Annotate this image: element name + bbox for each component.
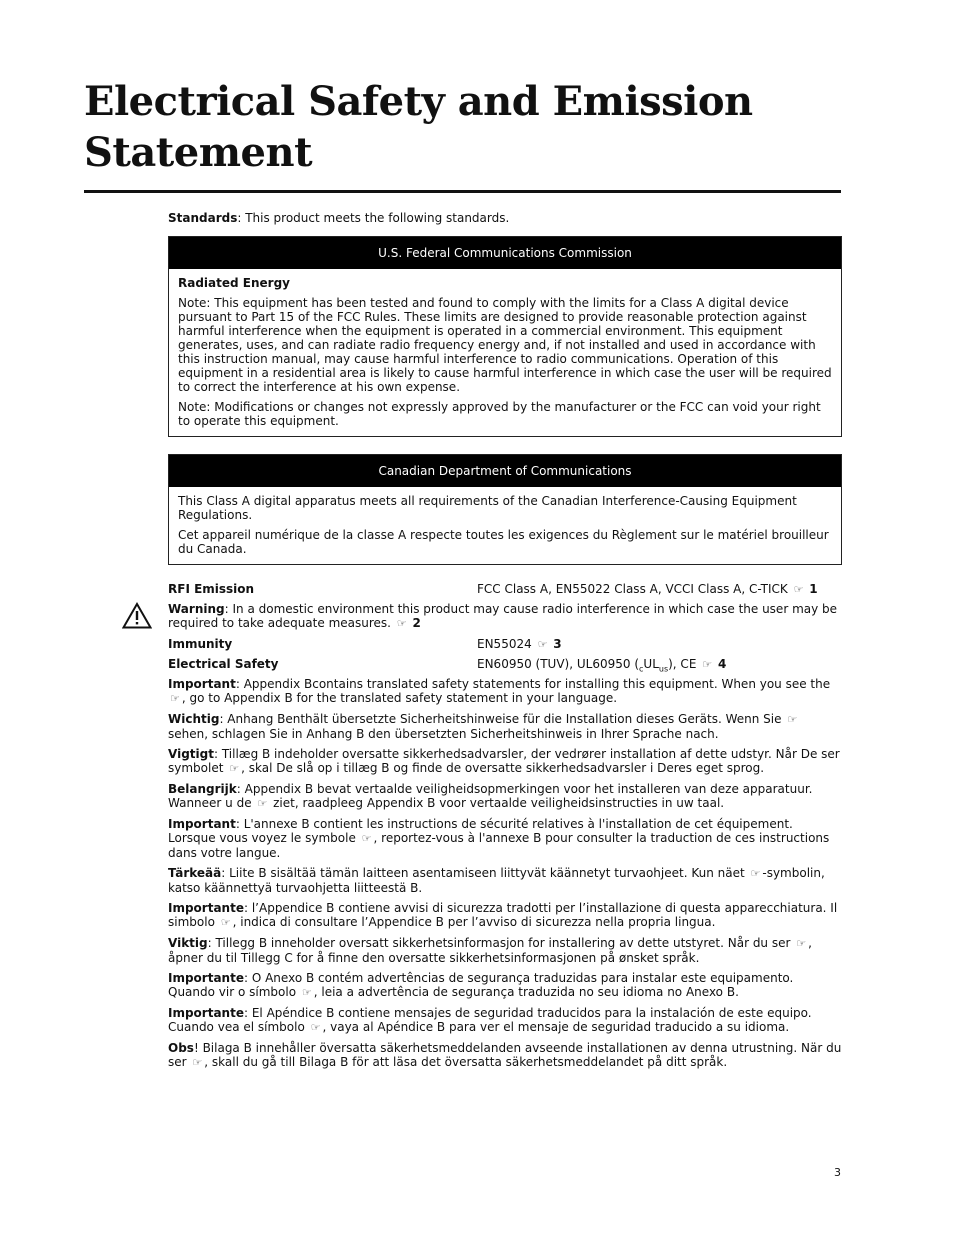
pointing-hand-icon: ☞ <box>796 937 807 950</box>
pointing-hand-icon: ☞ <box>257 797 268 810</box>
pointing-hand-icon: ☞ <box>787 713 798 726</box>
rfi-emission-value <box>477 582 842 602</box>
fcc-subhead: Radiated Energy <box>178 276 290 290</box>
language-notice-text-end: , leia a advertência de segurança traduzida no seu idioma no Anexo B. <box>313 985 739 999</box>
electrical-safety-label: Electrical Safety <box>168 657 279 671</box>
fcc-box-header: U.S. Federal Communications Commission <box>169 237 841 269</box>
warning-row <box>168 602 842 631</box>
language-notice-label: Important <box>168 677 236 691</box>
page-title-line-1: Electrical Safety and Emission <box>84 78 753 125</box>
language-notice-text: : l’Appendice B contiene avvisi di sicurezza tradotti per l’installazione di questa apparecchiatura. Il simbolo <box>168 901 838 929</box>
language-notice-label: Obs <box>168 1041 194 1055</box>
fcc-box <box>168 236 842 437</box>
standards-label: Standards <box>168 211 238 225</box>
warning-label: Warning <box>168 602 225 616</box>
language-notice-text-end: , vaya al Apéndice B para ver el mensaje de seguridad traducido a su idioma. <box>322 1020 790 1034</box>
main-content <box>168 211 842 1076</box>
pointing-hand-icon: ☞ <box>537 638 548 651</box>
language-notice <box>168 747 842 776</box>
pointing-hand-icon: ☞ <box>396 617 407 630</box>
language-notice <box>168 1041 842 1070</box>
language-notice-label: Importante <box>168 971 244 985</box>
immunity-row <box>168 637 842 657</box>
fcc-note-2: Note: Modifications or changes not expressly approved by the manufacturer or the FCC can void your right to operate this equipment. <box>178 400 821 428</box>
language-notice-text: ! Bilaga B innehåller översatta säkerhetsmeddelanden avseende installationen av denna utrustning. När du ser <box>168 1041 842 1069</box>
immunity-label: Immunity <box>168 637 233 651</box>
rfi-emission-label: RFI Emission <box>168 582 255 596</box>
page-title-line-2: Statement <box>84 129 313 176</box>
canada-para-1: This Class A digital apparatus meets all requirements of the Canadian Interference-Causing Equipment Regulations. <box>178 494 797 522</box>
pointing-hand-icon: ☞ <box>310 1021 321 1034</box>
warning-ref-number: 2 <box>412 616 421 630</box>
immunity-text: EN55024 <box>477 637 532 651</box>
pointing-hand-icon: ☞ <box>192 1056 203 1069</box>
language-notice-text-end: , åpner du til Tillegg C for å finne den oversatte sikkerhetsinformasjonen på ønsket språk. <box>168 936 812 965</box>
safety-text-b: ), CE <box>668 657 697 671</box>
rfi-emission-text: FCC Class A, EN55022 Class A, VCCI Class A, C-TICK <box>477 582 788 596</box>
language-notice <box>168 1006 842 1035</box>
safety-ref-number: 4 <box>717 657 727 671</box>
canada-box-header: Canadian Department of Communications <box>169 455 841 487</box>
language-notice-text: : Appendix B bevat vertaalde veiligheidsopmerkingen voor het installeren van deze apparatuur. Wanneer u de <box>168 782 813 810</box>
page-title <box>84 76 753 178</box>
language-notice-text: : L'annexe B contient les instructions de sécurité relatives à l'installation de cet équipement. Lorsque vous voyez le symbole <box>168 817 793 845</box>
standards-text: : This product meets the following standards. <box>237 211 510 225</box>
pointing-hand-icon: ☞ <box>361 832 372 845</box>
language-notice-label: Importante <box>168 1006 244 1020</box>
language-notice-label: Importante <box>168 901 244 915</box>
safety-sub-us: us <box>658 664 669 674</box>
language-notice-text-end: ziet, raadpleeg Appendix B voor vertaalde veiligheidsinstructies in uw taal. <box>269 796 725 810</box>
pointing-hand-icon: ☞ <box>170 692 180 705</box>
language-notice-text-end: , reportez-vous à l'annexe B pour consulter la traduction de ces instructions dans votre langue. <box>168 831 830 860</box>
page-number: 3 <box>834 1166 841 1179</box>
language-notice-label: Viktig <box>168 936 208 950</box>
electrical-safety-value <box>477 657 842 677</box>
language-notice-text-end: sehen, schlagen Sie in Anhang B den übersetzten Sicherheitshinweis in Ihrer Sprache nach. <box>168 727 719 741</box>
language-notice-text-end: , indica di consultare l’Appendice B per l’avviso di sicurezza nella propria lingua. <box>232 915 716 929</box>
language-notice <box>168 866 842 895</box>
translated-notices <box>168 677 842 1070</box>
pointing-hand-icon: ☞ <box>750 867 761 880</box>
language-notice-label: Wichtig <box>168 712 220 726</box>
canada-box-body <box>169 487 841 564</box>
warning-triangle-icon <box>122 602 152 629</box>
language-notice <box>168 936 842 965</box>
language-notice-text: : El Apéndice B contiene mensajes de seguridad traducidos para la instalación de este equipo. Cuando vea el símbolo <box>168 1006 812 1034</box>
language-notice <box>168 782 842 811</box>
pointing-hand-icon: ☞ <box>301 986 312 999</box>
immunity-value <box>477 637 842 657</box>
language-notice <box>168 712 842 741</box>
pointing-hand-icon: ☞ <box>220 916 231 929</box>
immunity-ref-number: 3 <box>553 637 562 651</box>
pointing-hand-icon: ☞ <box>229 762 240 775</box>
rfi-ref-number: 1 <box>809 582 818 596</box>
canada-box <box>168 454 842 565</box>
language-notice-label: Vigtigt <box>168 747 214 761</box>
language-notice-text: : Tillegg B inneholder oversatt sikkerhetsinformasjon for installering av dette utstyret. Når du ser <box>207 936 795 950</box>
warning-text: : In a domestic environment this product may cause radio interference in which case the user may be required to take adequate measures. <box>168 602 838 630</box>
language-notice <box>168 971 842 1000</box>
language-notice <box>168 677 842 706</box>
language-notice-label: Tärkeää <box>168 866 222 880</box>
standards-intro <box>168 211 842 225</box>
language-notice-text-end: , skal De slå op i tillæg B og finde de oversatte sikkerhedsadvarsler i Deres eget sprog. <box>241 761 765 775</box>
language-notice-text-end: , skall du gå till Bilaga B för att läsa det översatta säkerhetsmeddelandet på ditt språk. <box>204 1055 728 1069</box>
safety-sub-c: c <box>639 664 644 674</box>
language-notice-text: : Appendix Bcontains translated safety statements for installing this equipment. When you see the <box>235 677 831 691</box>
pointing-hand-icon: ☞ <box>793 583 804 596</box>
safety-ul: UL <box>643 657 659 671</box>
language-notice <box>168 901 842 930</box>
language-notice-label: Important <box>168 817 236 831</box>
title-divider <box>84 190 841 193</box>
language-notice-text: : O Anexo B contém advertências de segurança traduzidas para instalar este equipamento. Quando vir o símbolo <box>168 971 794 999</box>
fcc-note-1: Note: This equipment has been tested and found to comply with the limits for a Class A digital device pursuant to Part 15 of the FCC Rules. These limits are designed to provide reasonable protection against harmful interference when the equipment is operated in a commercial environment. This equipment generates, uses, and can radiate radio frequency energy and, if not installed and used in accordance with this instruction manual, may cause harmful interference to radio communications. Operation of this equipment in a residential area is likely to cause harmful interference in which case the user will be required to correct the interference at his own expense. <box>178 296 832 394</box>
fcc-box-body <box>169 269 841 436</box>
rfi-emission-row <box>168 582 842 602</box>
language-notice-text: : Anhang Benthält übersetzte Sicherheitshinweise für die Installation dieses Geräts. Wenn Sie <box>219 712 786 726</box>
safety-text-a: EN60950 (TUV), UL60950 ( <box>477 657 639 671</box>
language-notice-text: : Tillæg B indeholder oversatte sikkerhedsadvarsler, der vedrører installation af dette udstyr. Når De ser symbolet <box>168 747 840 775</box>
electrical-safety-row <box>168 657 842 677</box>
language-notice <box>168 817 842 860</box>
language-notice-text-end: , go to Appendix B for the translated safety statement in your language. <box>181 691 618 705</box>
language-notice-text: : Liite B sisältää tämän laitteen asentamiseen liittyvät käännetyt turvaohjeet. Kun näet <box>221 866 749 880</box>
canada-para-2: Cet appareil numérique de la classe A respecte toutes les exigences du Règlement sur le matériel brouilleur du Canada. <box>178 528 829 556</box>
language-notice-text-end: -symbolin, katso käännettyä turvaohjetta liitteestä B. <box>168 866 825 895</box>
pointing-hand-icon: ☞ <box>702 658 713 671</box>
language-notice-label: Belangrijk <box>168 782 237 796</box>
